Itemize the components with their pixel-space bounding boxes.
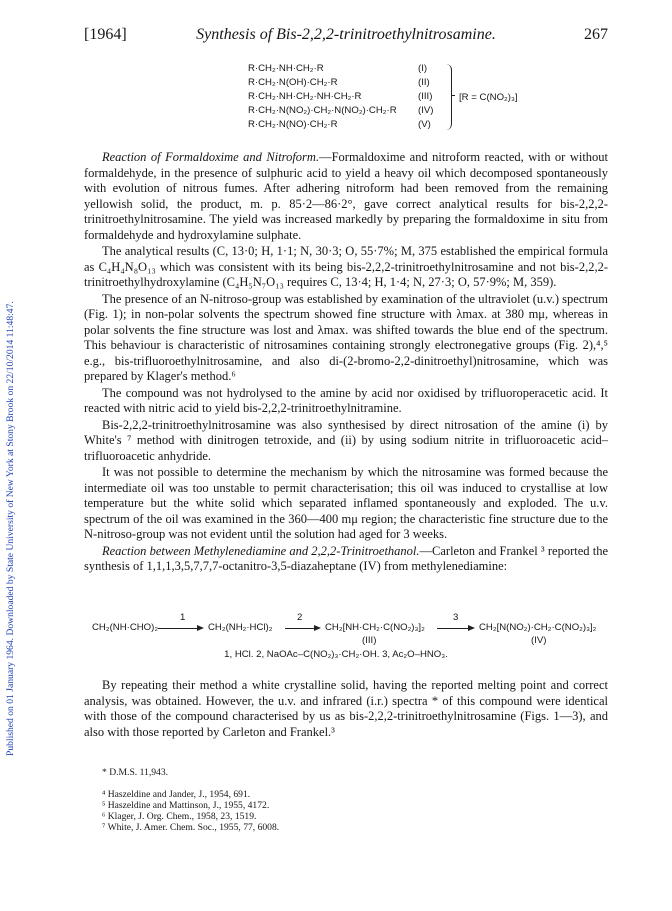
formula-text: R·CH₂·N(NO)·CH₂·R: [248, 119, 338, 130]
reference-item: ⁶ Klager, J. Org. Chem., 1958, 23, 1519.: [102, 811, 257, 822]
formula-label: (V): [418, 119, 431, 130]
formula-label: (III): [418, 91, 433, 102]
paragraph-text: Bis-2,2,2-trinitroethylnitrosamine was also synthesised by direct nitrosation of the amine (i) by White's ⁷ method with dinitrogen tetroxide, and (ii) by using sodium nitrite in trifluoroacetic acid–trifluoroacetic anhydride.: [84, 417, 608, 463]
reference-item: ⁴ Haszeldine and Jander, J., 1954, 691.: [102, 789, 251, 800]
paragraph: [84, 418, 608, 465]
scheme-step-number: 1: [180, 612, 186, 623]
paragraph-text: The analytical results (C, 13·0; H, 1·1; N, 30·3; O, 55·7%; M, 375 established the empirical formula as C₄H₄N₈O₁₃ which was consistent with its being bis-2,2,2-trinitroethylnitrosamine and not bis-2,2,2-trinitroethylhydroxylamine (C₄H₅N₇O₁₃ requires C, 13·4; H, 1·4; N, 27·3; O, 57·9%; M, 359).: [84, 244, 608, 289]
scheme-reagents: 1, HCl. 2, NaOAc–C(NO₂)₃·CH₂·OH. 3, Ac₂O–HNO₃.: [224, 649, 448, 660]
reaction-scheme: [0, 612, 672, 668]
reference-item: ⁷ White, J. Amer. Chem. Soc., 1955, 77, 6008.: [102, 822, 280, 833]
formula-label: (I): [418, 63, 428, 74]
reaction-arrow: [285, 624, 321, 632]
scheme-step-number: 3: [453, 612, 459, 623]
paragraph: [84, 386, 608, 417]
article-body-continued: [84, 678, 608, 740]
paragraph-text: —Formaldoxime and nitroform reacted, with or without formaldehyde, in the presence of sulphuric acid to yield a heavy oil which decomposed spontaneously with evolution of nitrous fumes. After adhering nitroform had been removed from the remaining yellowish solid, the product, m. p. 85·2—86·2°, gave correct analytical results for bis-2,2,2-trinitroethylnitrosamine. The yield was increased markedly by preparing the formaldoxime in situ from formaldehyde and hydroxylamine sulphate.: [84, 150, 609, 242]
formula-brace: [445, 64, 452, 130]
paragraph: [84, 244, 608, 291]
paragraph: By repeating their method a white crystalline solid, having the reported melting point and correct analysis, was obtained. However, the u.v. and infrared (i.r.) spectra * of this compound were identical with those of the compound characterised by us as bis-2,2,2-trinitroethylnitrosamine (Figs. 1—3), and also with those reported by Carleton and Frankel.³: [84, 678, 608, 739]
scheme-compound: CH₂[N(NO₂)·CH₂·C(NO₂)₃]₂: [479, 622, 597, 633]
reaction-arrow: [437, 624, 475, 632]
scheme-step-number: 2: [297, 612, 303, 623]
page-number: 267: [584, 26, 608, 43]
paragraph: [84, 544, 608, 575]
header-title: Synthesis of Bis-2,2,2-trinitroethylnitrosamine.: [196, 26, 496, 43]
scheme-compound-label: (III): [362, 635, 377, 646]
running-header: [84, 26, 608, 48]
formula-row: [248, 77, 430, 91]
formula-label: (II): [418, 77, 430, 88]
r-definition: [R = C(NO₂)₃]: [459, 92, 518, 103]
section-heading: Reaction between Methylenediamine and 2,2,2-Trinitroethanol.: [102, 543, 420, 558]
formula-text: R·CH₂·NH·CH₂·R: [248, 63, 324, 74]
article-body: [84, 150, 608, 576]
paragraph-text: It was not possible to determine the mechanism by which the nitrosamine was formed because the intermediate oil was too unstable to permit characterisation; this oil was induced to crystallise at low temperature but the white solid which separated inflamed spontaneously and exploded. The u.v. spectrum of the oil was examined in the 360—400 mμ region; the characteristic fine structure due to the N-nitroso-group was not evident until the solution had aged for 3 weeks.: [84, 465, 608, 541]
formula-row: [248, 91, 433, 105]
formula-row: [248, 105, 434, 119]
formula-label: (IV): [418, 105, 434, 116]
formula-row: [248, 63, 428, 77]
scheme-compound: CH₂[NH·CH₂·C(NO₂)₃]₂: [325, 622, 425, 633]
formula-text: R·CH₂·N(NO₂)·CH₂·N(NO₂)·CH₂·R: [248, 105, 397, 116]
formula-text: R·CH₂·NH·CH₂·NH·CH₂·R: [248, 91, 362, 102]
paragraph: [84, 465, 608, 543]
paragraph: [84, 292, 608, 385]
reaction-arrow: [158, 624, 204, 632]
formula-text: R·CH₂·N(OH)·CH₂·R: [248, 77, 338, 88]
reference-list: [102, 789, 279, 833]
paragraph-text: —Carleton and Frankel ³ reported the synthesis of 1,1,1,3,5,7,7,7-octanitro-3,5-diazaheptane (IV) from methylenediamine:: [84, 543, 608, 573]
scheme-compound: CH₂(NH·CHO)₂: [92, 622, 159, 633]
paragraph: [84, 150, 608, 243]
scheme-compound-label: (IV): [531, 635, 547, 646]
section-heading: Reaction of Formaldoxime and Nitroform.: [102, 150, 320, 164]
header-year: [1964]: [84, 26, 127, 43]
download-watermark-text: Published on 01 January 1964. Downloaded by State University of New York at Stony Brook on 22/10/2014 11:48:47.: [5, 301, 16, 756]
paragraph-text: The compound was not hydrolysed to the amine by acid nor oxidised by trifluoroperacetic acid. It reacted with nitric acid to yield bis-2,2,2-trinitroethylnitramine.: [84, 385, 608, 415]
formula-row: [248, 119, 431, 133]
paragraph-text: The presence of an N-nitroso-group was established by examination of the ultraviolet (u.v.) spectrum (Fig. 1); in non-polar solvents the spectrum showed fine structure with λmax. at 380 mμ, whereas in polar solvents the fine structure was lost and λmax. was shifted towards the blue end of the spectrum. This behaviour is characteristic of nitrosamines containing strongly electronegative groups (Fig. 2),⁴,⁵ e.g., bis-trifluoroethylnitrosamine, and also di-(2-bromo-2,2-dinitroethyl)nitrosamine, which was prepared by Klager's method.⁶: [84, 291, 608, 383]
scheme-compound: CH₂(NH₂·HCl)₂: [208, 622, 273, 633]
footnote: [102, 767, 168, 778]
footnote-text: * D.M.S. 11,943.: [102, 767, 169, 778]
reference-item: ⁵ Haszeldine and Mattinson, J., 1955, 4172.: [102, 800, 270, 811]
